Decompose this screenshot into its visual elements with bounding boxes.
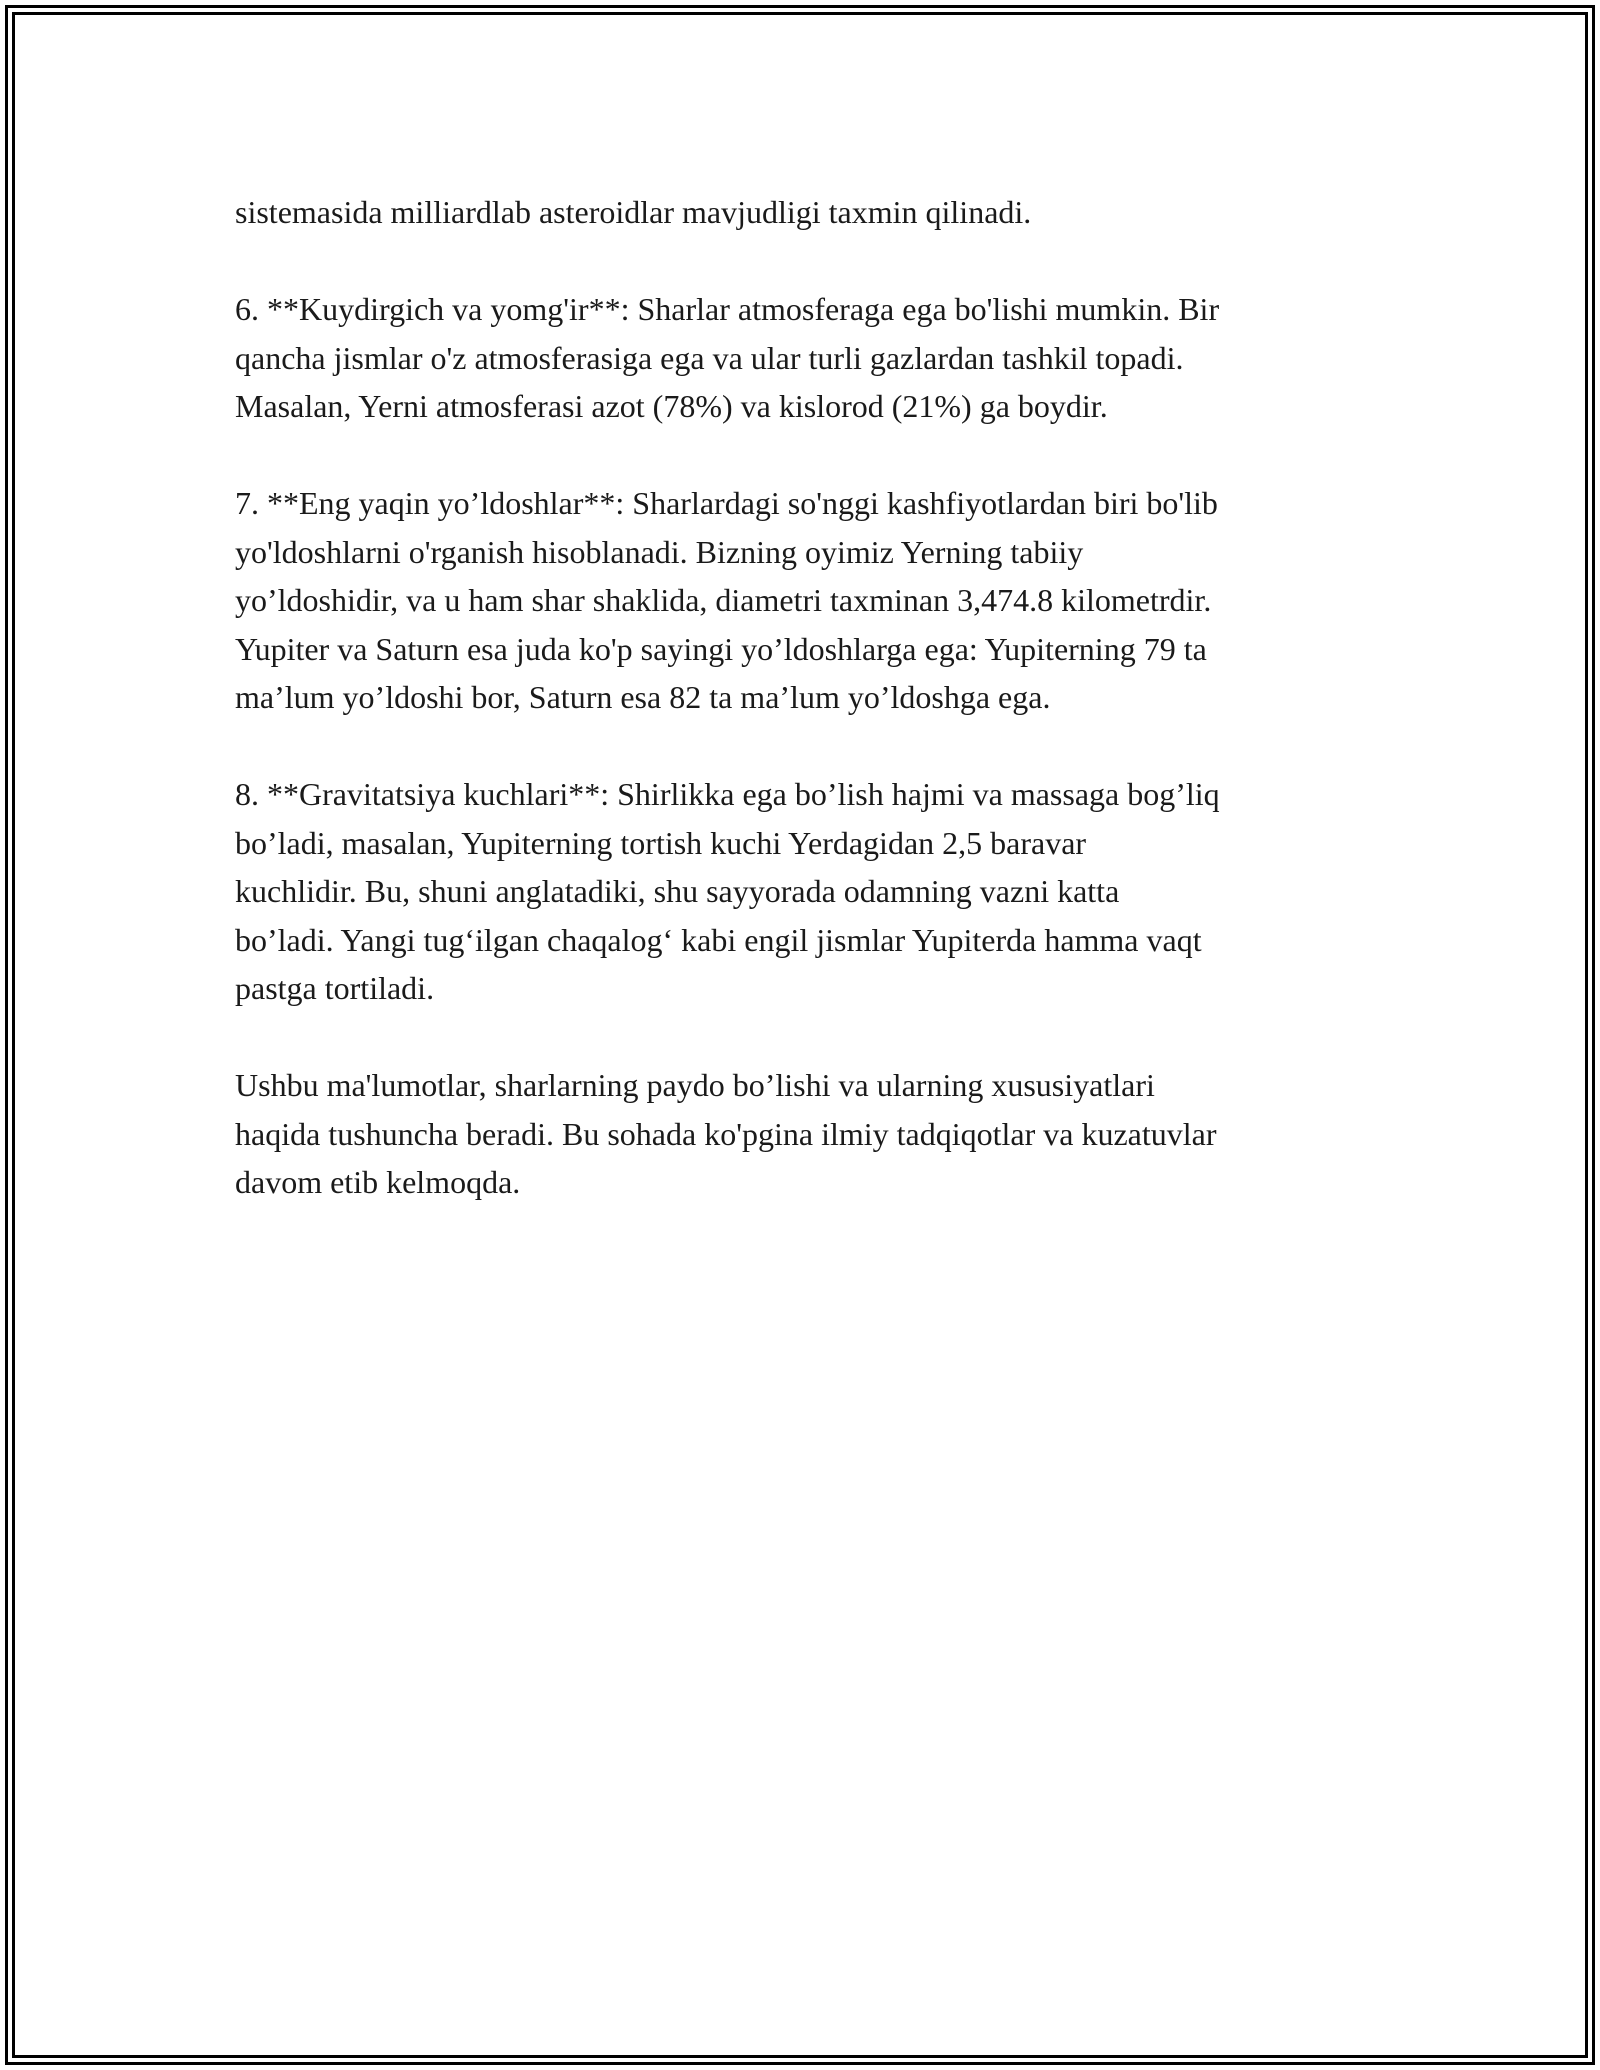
paragraph-conclusion: Ushbu ma'lumotlar, sharlarning paydo bo’lishi va ularning xususiyatlari haqida tushuncha beradi. Bu sohada ko'pgina ilmiy tadqiqotlar va kuzatuvlar davom etib kelmoqda.: [235, 1067, 1217, 1200]
document-body: [235, 188, 1375, 1255]
paragraph-item-8: 8. **Gravitatsiya kuchlari**: Shirlikka ega bo’lish hajmi va massaga bog’liq bo’ladi, masalan, Yupiterning tortish kuchi Yerdagidan 2,5 baravar kuchlidir. Bu, shuni anglatadiki, shu sayyorada odamning vazni katta bo’ladi. Yangi tug‘ilgan chaqalog‘ kabi engil jismlar Yupiterda hamma vaqt pastga tortiladi.: [235, 776, 1220, 1006]
paragraph-item-6: 6. **Kuydirgich va yomg'ir**: Sharlar atmosferaga ega bo'lishi mumkin. Bir qancha jismlar o'z atmosferasiga ega va ular turli gazlardan tashkil topadi. Masalan, Yerni atmosferasi azot (78%) va kislorod (21%) ga boydir.: [235, 291, 1220, 424]
paragraph-intro-continuation: sistemasida milliardlab asteroidlar mavjudligi taxmin qilinadi.: [235, 194, 1032, 230]
paragraph-item-7: 7. **Eng yaqin yo’ldoshlar**: Sharlardagi so'nggi kashfiyotlardan biri bo'lib yo'ldoshlarni o'rganish hisoblanadi. Bizning oyimiz Yerning tabiiy yo’ldoshidir, va u ham shar shaklida, diametri taxminan 3,474.8 kilometrdir. Yupiter va Saturn esa juda ko'p sayingi yo’ldoshlarga ega: Yupiterning 79 ta ma’lum yo’ldoshi bor, Saturn esa 82 ta ma’lum yo’ldoshga ega.: [235, 485, 1218, 715]
